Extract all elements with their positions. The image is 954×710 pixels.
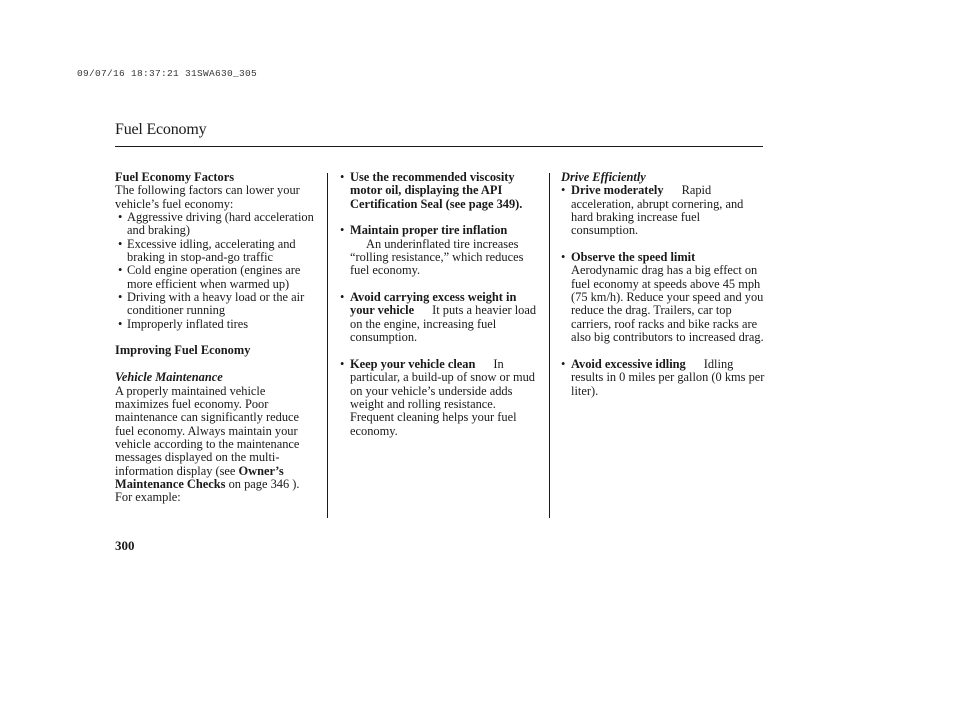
tip-item-idling — [561, 358, 765, 398]
tip-body: Rapid acceleration, abrupt cornering, and hard braking increase fuel consumption. — [571, 183, 744, 238]
tip-item-weight — [340, 291, 542, 344]
tip-item-moderate — [561, 184, 765, 237]
column-divider — [549, 173, 550, 518]
list-item: • Cold engine operation (engines are more efficient when warmed up) — [115, 264, 321, 291]
list-item: • Aggressive driving (hard acceleration and braking) — [115, 211, 321, 238]
tip-body: In particular, a build-up of snow or mud on your vehicle’s underside adds weight and rolling resistance. Frequent cleaning helps your fuel economy. — [350, 356, 535, 438]
list-item: • Excessive idling, accelerating and braking in stop-and-go traffic — [115, 238, 321, 265]
bullet-icon: • — [340, 290, 345, 305]
bullet-icon: • — [340, 223, 345, 238]
maintenance-checks-link[interactable]: Owner’s Maintenance Checks — [115, 463, 284, 491]
bullet-icon: • — [340, 170, 345, 184]
column-divider — [327, 173, 328, 518]
tip-heading: Avoid carrying excess weight in your vehicle — [350, 290, 517, 318]
tip-body: An underinflated tire increases “rolling resistance,” which reduces fuel economy. — [350, 236, 524, 278]
for-example-text: For example: — [115, 490, 181, 505]
tip-body: Aerodynamic drag has a big effect on fuel economy at speeds above 45 mph (75 km/h). Reduce your speed and you reduce the drag. Trailers, car top carriers, roof racks and bike racks are also big contributors to increased drag. — [571, 263, 764, 345]
drive-efficiently-heading: Drive Efficiently — [561, 170, 646, 184]
bullet-icon: • — [561, 250, 566, 265]
tip-item-clean — [340, 358, 542, 438]
tip-body: It puts a heavier load on the engine, increasing fuel consumption. — [350, 303, 537, 345]
tip-item-tire — [340, 224, 542, 277]
tip-item-oil — [340, 171, 542, 211]
list-item: • Improperly inflated tires — [115, 318, 321, 331]
print-stamp: 09/07/16 18:37:21 31SWA630_305 — [77, 68, 258, 79]
column-3 — [561, 171, 765, 398]
tip-heading: Avoid excessive idling — [571, 356, 686, 371]
tip-heading: Observe the speed limit — [571, 250, 696, 265]
maintenance-page-ref: on page 346 ). — [228, 476, 300, 491]
factors-list — [115, 211, 321, 331]
list-item: • Driving with a heavy load or the air conditioner running — [115, 291, 321, 318]
tip-item-speed — [561, 251, 765, 344]
bullet-icon: • — [561, 356, 566, 371]
title-divider — [115, 146, 763, 147]
tip-heading: Use the recommended viscosity motor oil, displaying the API Certification Seal (see page 349). — [350, 170, 523, 211]
column-2 — [340, 171, 542, 438]
maintenance-paragraph — [115, 385, 321, 492]
tip-heading: Keep your vehicle clean — [350, 356, 476, 371]
bullet-icon: • — [561, 183, 566, 198]
maintenance-heading: Vehicle Maintenance — [115, 370, 223, 385]
improving-heading: Improving Fuel Economy — [115, 343, 251, 358]
bullet-icon: • — [340, 356, 345, 371]
factors-intro: The following factors can lower your vehicle’s fuel economy: — [115, 183, 300, 211]
column-1 — [115, 171, 321, 505]
factors-heading: Fuel Economy Factors — [115, 170, 235, 184]
tip-heading: Maintain proper tire inflation — [350, 223, 508, 238]
maintenance-text: A properly maintained vehicle maximizes fuel economy. Poor maintenance can significantly reduce fuel economy. Always maintain your vehicle according to the maintenance messages displayed on the multi-information display (see — [115, 383, 300, 478]
tip-body: Idling results in 0 miles per gallon (0 kms per liter). — [571, 356, 765, 398]
tip-heading: Drive moderately — [571, 183, 664, 198]
page-number: 300 — [115, 538, 135, 553]
page-title: Fuel Economy — [115, 121, 207, 138]
